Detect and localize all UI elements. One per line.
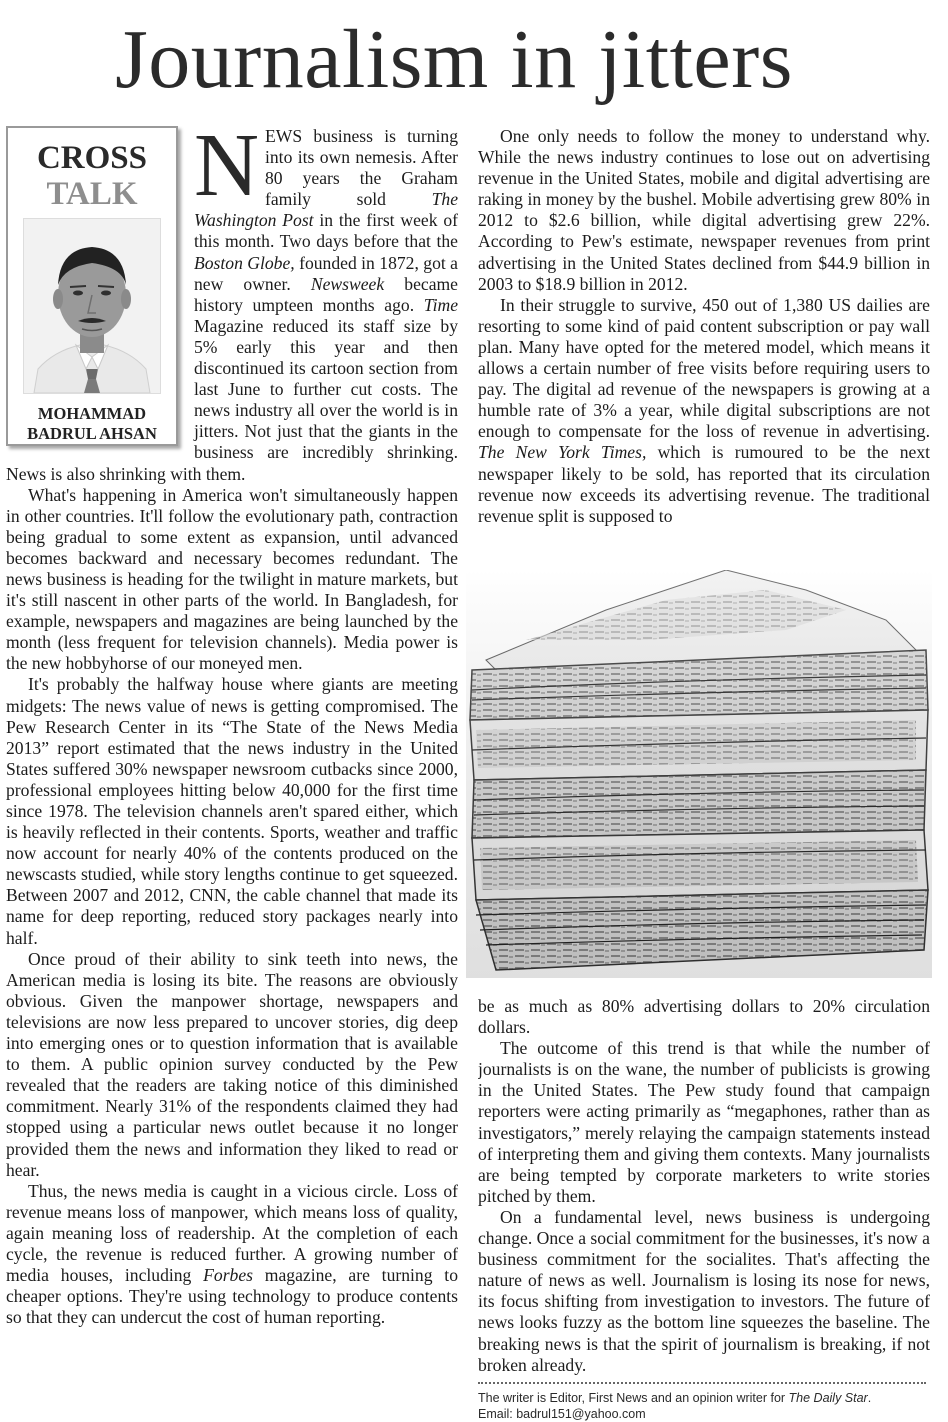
text-run: which is rumoured to be the next newspaper likely to be sold, has reported that its circulation revenue now exceeds its advertising revenue. The traditional revenue split is supposed to — [478, 442, 930, 526]
paragraph-7 — [478, 295, 930, 527]
author-footnote — [478, 1390, 938, 1422]
text-run: Thus, the news media is caught in a vicious circle. Loss of revenue means loss of manpower, which means loss of quality, again meaning loss of readership. At the completion of each cycle, the revenue is reduced further. A growing number of media houses, including — [6, 1180, 458, 1286]
text-run: became history umpteen months ago. — [194, 273, 458, 315]
author-name-line2: BADRUL AHSAN — [27, 424, 157, 443]
text-run: The writer is Editor, First News and an opinion writer for — [478, 1391, 789, 1405]
author-credit — [478, 1390, 938, 1406]
author-email: Email: badrul151@yahoo.com — [478, 1407, 646, 1421]
column-label-talk: TALK — [46, 176, 138, 212]
paragraph-4: Once proud of their ability to sink teeth into news, the American media is losing its bite. The reasons are obviously obvious. Given the manpower shortage, newspapers and televisions are now less prepared to uncover stories, dig deep into emerging ones or to question information that is available to them. A public opinion survey conducted by the Pew revealed that the readers are taking notice of this diminished commitment. Nearly 31% of the respondents claimed they had stopped using a particular news outlet because it no longer provided them the news and information they liked to read or hear. — [6, 948, 458, 1180]
author-name — [8, 404, 176, 444]
paragraph-2: What's happening in America won't simultaneously happen in other countries. It'll follow the evolutionary path, contraction being gradual to some extent as expansion, until advanced becomes backward and necessary becomes redundant. The news business is heading for the twilight in mature markets, but it's still nascent in other parts of the world. In Bangladesh, for example, newspapers and magazines are being launched by the month (less frequent for television channels). Media power is the new hobbyhorse of our moneyed men. — [6, 484, 458, 674]
article-column-left — [6, 126, 458, 1416]
text-run: In their struggle to survive, 450 out of 1,380 US dailies are resorting to some kind of paid content subscription or pay wall plan. Many have opted for the metered model, which means it allows a certain number of free visits before requiring users to pay. The digital ad revenue of the newspapers is growing at a humble rate of 3% a year, while digital subscriptions are not enough to compensate for the loss of revenue in advertising. — [478, 294, 930, 442]
paragraph-8: The outcome of this trend is that while the number of journalists is on the wane, the number of publicists is growing in the United States. The Pew study found that campaign reporters were acting primarily as “megaphones, rather than as investigators,” merely relaying the campaign statements instead of interpreting them and giving them contexts. Many journalists are being tempted by corporate marketers to write stories pitched by them. — [478, 1038, 930, 1206]
paragraph-9: On a fundamental level, news business is undergoing change. Once a social commitment for the businesses, it's now a business commitment for the socialites. That's affecting the nature of news as well. Journalism is losing its nose for news, its focus shifting from investigation to investors. The future of news looks fuzzy as the bottom line squeezes the baseline. The breaking news is that the spirit of journalism is breaking, if not broken already. — [478, 1206, 930, 1375]
publication-name: Time — [423, 294, 458, 315]
paragraph-6: One only needs to follow the money to understand why. While the news industry continues to lose out on advertising revenue in the United States, mobile and digital advertising are raking in money by the bushel. Mobile advertising grew 80% in 2012 to $2.6 billion, while digital advertising grew 22%. According to Pew's estimate, newspaper revenues from print advertising in the United States declined from $44.9 billion in 2003 to $18.9 billion in 2012. — [478, 126, 930, 294]
article-column-right-bottom — [478, 996, 930, 1376]
newspaper-stack-image — [466, 570, 932, 978]
publication-name: The Washington Post — [194, 189, 458, 231]
publication-name: The Daily Star — [788, 1391, 868, 1405]
author-name-line1: MOHAMMAD — [37, 404, 147, 423]
text-run: magazine, are turning to cheaper options. They're using technology to produce contents so that they can undercut the cost of human reporting. — [6, 1265, 458, 1328]
paragraph-5 — [6, 1181, 458, 1329]
text-run: in the first week of this month. Two days before that the — [194, 210, 458, 252]
text-run: . — [867, 1391, 872, 1405]
paragraph-3: It's probably the halfway house where giants are meeting midgets: The news value of news is getting compromised. The Pew Research Center in its “The State of the News Media 2013” report estimated that the news industry in the United States suffered 30% newspaper newsroom cutbacks since 2000, professional employees hitting below 40,000 for the first time since 1978. The television channels aren't spared either, which is heavily reflected in their contents. Sports, weather and traffic now account for nearly 40% of the contents produced on the newscasts studied, while story lengths continue to get squeezed. Between 2007 and 2012, CNN, the cable channel that made its name for deep reporting, reduced story packages nearly into half. — [6, 674, 458, 948]
text-run: founded in 1872, got a new owner. — [194, 252, 458, 294]
text-run: Magazine reduced its staff size by 5% early this year and then discontinued its cartoon section from last June to further cut costs. The news industry all over the world is in jitters. Not just that the giants in the business are incredibly shrinking. News is also shrinking with them. — [6, 315, 458, 484]
byline-box — [6, 126, 178, 446]
publication-name: Forbes — [203, 1265, 253, 1286]
paragraph-7-continued: be as much as 80% advertising dollars to 20% circulation dollars. — [478, 996, 930, 1038]
drop-cap: N — [194, 126, 259, 215]
publication-name: Newsweek — [310, 273, 385, 294]
footer-divider — [478, 1382, 926, 1384]
page-title: Journalism in jitters — [115, 13, 793, 106]
author-portrait — [23, 218, 161, 394]
publication-name: Boston Globe, — [194, 252, 295, 273]
article-column-right-top — [478, 126, 930, 546]
publication-name: The New York Times, — [478, 442, 647, 463]
text-run: EWS business is turning into its own nemesis. After 80 years the Graham family sold — [265, 126, 458, 210]
column-label-cross: CROSS — [36, 140, 148, 176]
